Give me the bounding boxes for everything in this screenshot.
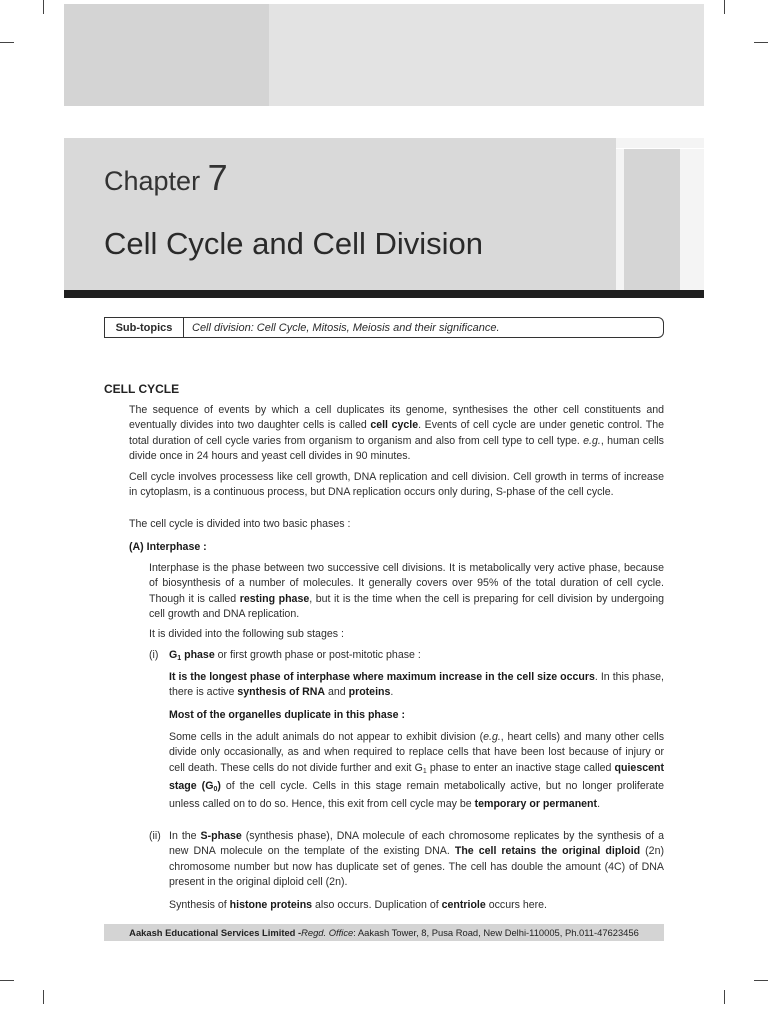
term-resting-phase: resting phase <box>239 592 310 605</box>
text: . <box>597 798 601 811</box>
processes-paragraph: Cell cycle involves processess like cell growth, DNA replication and cell division. Cell growth in terms of increase in cytoplasm, is a continuous process, but DNA replication occurs only during, S-phase of the cell cycle. <box>129 471 664 499</box>
text: or first growth phase or post-mitotic phase : <box>214 649 421 661</box>
crop-mark <box>724 0 725 14</box>
crop-mark <box>724 990 725 1004</box>
g1-num: (i) <box>149 649 159 661</box>
footer-regd: Regd. Office <box>301 927 354 938</box>
chapter-number: 7 <box>207 157 228 198</box>
text: S-phase <box>200 830 242 842</box>
text: centriole <box>441 899 486 911</box>
text: temporary or permanent <box>474 798 598 811</box>
crop-mark <box>0 42 14 43</box>
text: 0 <box>213 785 218 793</box>
chapter-word: Chapter <box>104 166 201 196</box>
s-phase-num: (ii) <box>149 830 161 842</box>
text: G <box>169 649 178 661</box>
chapter-side-line <box>616 148 704 149</box>
text: of the cell cycle. Cells in this stage remain metabolically active, but no longer proliferate unless called on to do so. Hence, this exit from cell cycle may be <box>169 779 664 811</box>
crop-mark <box>43 990 44 1004</box>
text: 1 <box>422 767 427 775</box>
crop-mark <box>0 980 14 981</box>
substages-paragraph: It is divided into the following sub stages : <box>149 628 344 640</box>
crop-mark <box>43 0 44 14</box>
text: Most of the organelles duplicate in this phase : <box>169 709 406 721</box>
text: e.g. <box>583 434 601 447</box>
text: , human cells divide once in 24 hours and yeast cell divides in 90 minutes. <box>129 434 664 462</box>
text: Some cells in the adult animals do not appear to exhibit division ( <box>169 731 484 743</box>
chapter-side-accent <box>624 148 680 290</box>
crop-mark <box>754 42 768 43</box>
text: , heart cells) and many other cells divide only occasionally, as and when required to replace cells that have been lost because of injury or cell death. These cells do not divide further and exit G <box>169 731 664 774</box>
g1-paragraph <box>169 670 664 701</box>
footer <box>104 924 664 941</box>
organelles-heading <box>169 708 664 723</box>
text: In the <box>169 830 201 842</box>
text: Synthesis of <box>169 899 230 911</box>
header-band-accent <box>64 4 269 106</box>
text: The sequence of events by which a cell duplicates its genome, synthesises the other cell constituents and eventually divides into two daughter cells is called <box>129 404 664 432</box>
text: synthesis of RNA <box>237 686 326 699</box>
text: quiescent stage (G <box>169 761 664 792</box>
chapter-rule <box>64 290 704 298</box>
section-heading: CELL CYCLE <box>104 382 180 396</box>
text: ) <box>217 779 221 792</box>
intro-paragraph <box>129 403 664 464</box>
interphase-paragraph <box>149 561 664 622</box>
s-phase-paragraph <box>169 829 664 890</box>
footer-address: : Aakash Tower, 8, Pusa Road, New Delhi-110005, Ph.011-47623456 <box>353 927 639 938</box>
term-cell-cycle: cell cycle <box>370 419 419 432</box>
g1-heading <box>169 648 664 666</box>
subtopics-text: Cell division: Cell Cycle, Mitosis, Meiosis and their significance. <box>192 321 500 334</box>
text: (A) Interphase : <box>129 541 207 553</box>
chapter-title: Cell Cycle and Cell Division <box>104 226 484 261</box>
text: . <box>390 686 394 699</box>
text: and <box>325 686 349 699</box>
chapter-label <box>104 157 228 198</box>
text: phase <box>181 649 215 661</box>
footer-company: Aakash Educational Services Limited - <box>129 927 302 938</box>
text: Interphase is the phase between two successive cell divisions. It is metabolically very active phase, because of biosynthesis of a number of molecules. It generally covers over 95% of the total duration of cell cycle. Though it is called <box>149 562 664 605</box>
text: , but it is the time when the cell is preparing for cell division by undergoing cell growth and DNA replication. <box>149 592 664 620</box>
interphase-heading <box>129 540 429 555</box>
text: histone proteins <box>229 899 313 911</box>
text: occurs here. <box>485 899 548 911</box>
subtopics-box <box>104 317 664 338</box>
histone-paragraph <box>169 898 664 913</box>
text: It is the longest phase of interphase where maximum increase in the cell size occurs <box>169 671 595 683</box>
text: . Events of cell cycle are under genetic control. The total duration of cell cycle varies from organism to organism and also from cell type to cell type. <box>129 419 665 447</box>
text: 1 <box>177 655 182 662</box>
text: proteins <box>348 686 391 699</box>
text: (2n) chromosome number but now has duplicate set of genes. The cell has double the amount (4C) of DNA present in the original diploid cell (2n). <box>169 845 664 888</box>
text: (synthesis phase), DNA molecule of each chromosome replicates by the synthesis of a new DNA molecule on the template of the existing DNA. <box>169 830 665 858</box>
text: . In this phase, there is active <box>169 671 664 699</box>
phases-paragraph: The cell cycle is divided into two basic phases : <box>129 518 351 530</box>
subtopics-label: Sub-topics <box>105 318 184 337</box>
crop-mark <box>754 980 768 981</box>
text: The cell retains the original diploid <box>454 845 641 858</box>
quiescent-paragraph <box>169 730 664 812</box>
text: also occurs. Duplication of <box>312 899 442 911</box>
text: e.g. <box>483 731 501 743</box>
text: phase to enter an inactive stage called <box>426 761 615 774</box>
